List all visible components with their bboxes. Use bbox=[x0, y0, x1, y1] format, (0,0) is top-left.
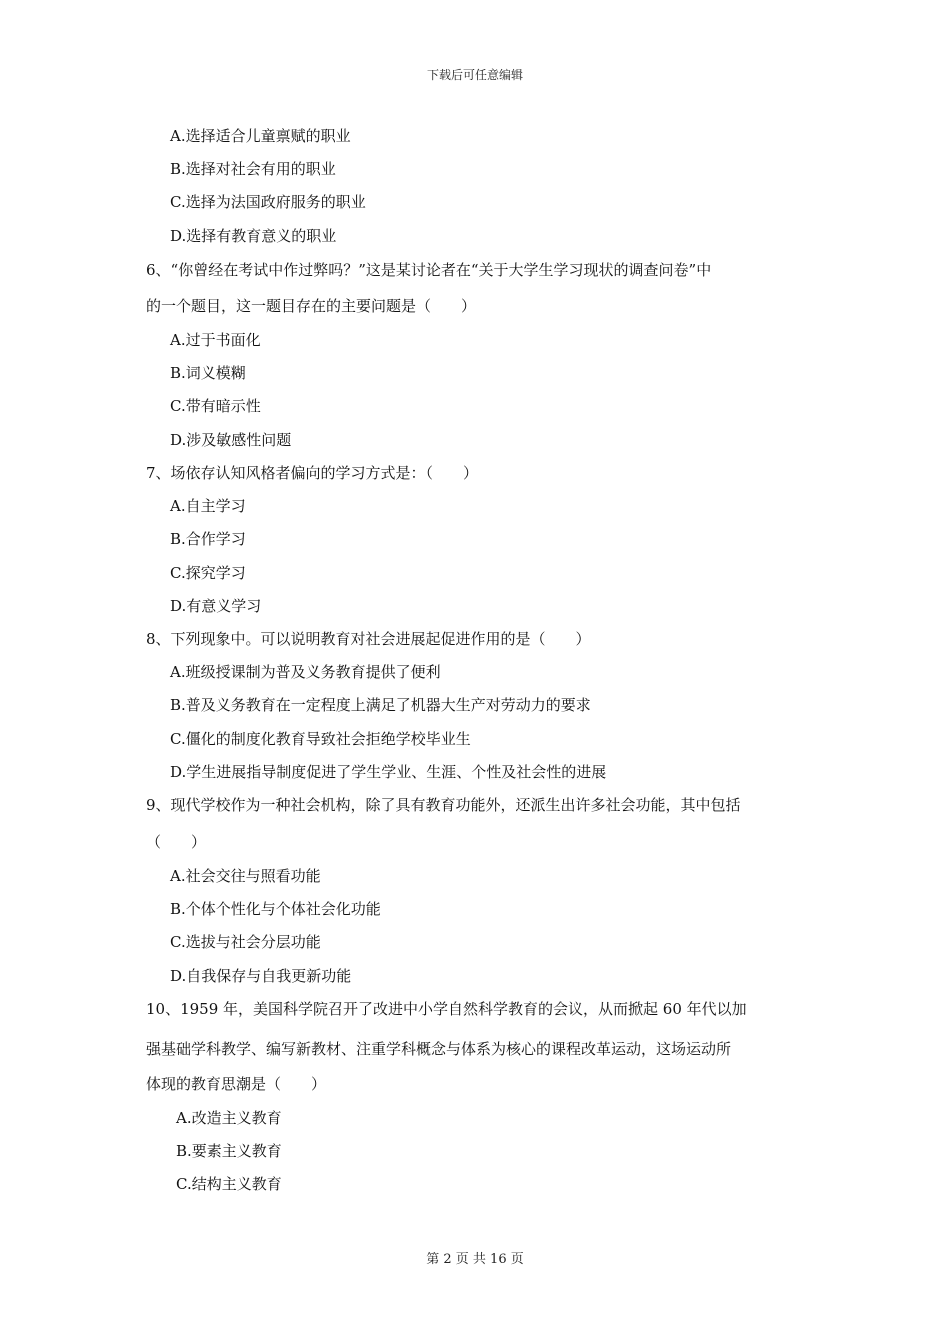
question-6-cont: 的一个题目，这一题目存在的主要问题是（ ） bbox=[146, 297, 477, 315]
option-c: C.选择为法国政府服务的职业 bbox=[170, 193, 366, 211]
option-a: A.自主学习 bbox=[170, 497, 246, 515]
question-9-cont: （ ） bbox=[146, 833, 207, 851]
option-c: C.选拔与社会分层功能 bbox=[170, 933, 321, 951]
option-b: B.词义模糊 bbox=[170, 364, 246, 382]
question-9: 9、现代学校作为一种社会机构，除了具有教育功能外，还派生出许多社会功能，其中包括 bbox=[146, 796, 741, 814]
option-d: D.自我保存与自我更新功能 bbox=[170, 967, 352, 985]
option-b: B.合作学习 bbox=[170, 530, 246, 548]
option-a: A.班级授课制为普及义务教育提供了便利 bbox=[170, 663, 441, 681]
option-a: A.选择适合儿童禀赋的职业 bbox=[170, 127, 351, 145]
option-c: C.探究学习 bbox=[170, 564, 246, 582]
option-c: C.带有暗示性 bbox=[170, 397, 261, 415]
option-d: D.学生进展指导制度促进了学生学业、生涯、个性及社会性的进展 bbox=[170, 763, 607, 781]
option-c: C.僵化的制度化教育导致社会拒绝学校毕业生 bbox=[170, 730, 471, 748]
question-10-cont: 体现的教育思潮是（ ） bbox=[146, 1075, 327, 1093]
page-header: 下载后可任意编辑 bbox=[426, 68, 523, 82]
option-b: B.选择对社会有用的职业 bbox=[170, 160, 336, 178]
option-a: A.过于书面化 bbox=[170, 331, 261, 349]
question-7: 7、场依存认知风格者偏向的学习方式是：（ ） bbox=[146, 464, 479, 482]
option-b: B.要素主义教育 bbox=[176, 1142, 282, 1160]
option-c: C.结构主义教育 bbox=[176, 1175, 282, 1193]
option-d: D.选择有教育意义的职业 bbox=[170, 227, 337, 245]
page-footer: 第 2 页 共 16 页 bbox=[426, 1252, 524, 1267]
option-b: B.个体个性化与个体社会化功能 bbox=[170, 900, 381, 918]
option-a: A.改造主义教育 bbox=[176, 1109, 282, 1127]
option-d: D.有意义学习 bbox=[170, 597, 262, 615]
option-a: A.社会交往与照看功能 bbox=[170, 867, 321, 885]
option-b: B.普及义务教育在一定程度上满足了机器大生产对劳动力的要求 bbox=[170, 696, 591, 714]
option-d: D.涉及敏感性问题 bbox=[170, 431, 292, 449]
question-10: 10、1959 年，美国科学院召开了改进中小学自然科学教育的会议，从而掀起 60 年代以加 bbox=[146, 1000, 747, 1018]
question-6: 6、“你曾经在考试中作过弊吗？”这是某讨论者在“关于大学生学习现状的调查问卷”中 bbox=[146, 261, 712, 279]
question-8: 8、下列现象中。可以说明教育对社会进展起促进作用的是（ ） bbox=[146, 630, 591, 648]
question-10-cont: 强基础学科教学、编写新教材、注重学科概念与体系为核心的课程改革运动，这场运动所 bbox=[146, 1040, 732, 1058]
